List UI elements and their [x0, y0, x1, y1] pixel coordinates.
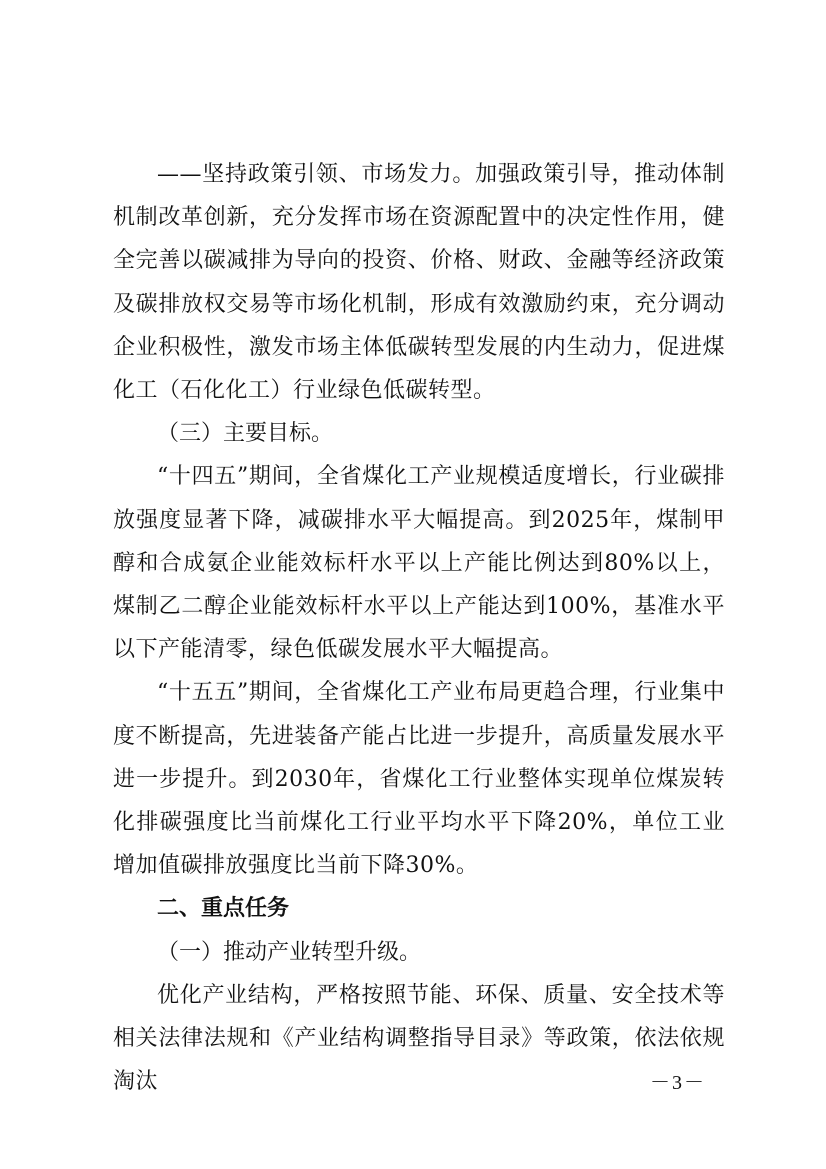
page-number: －3－ — [650, 1072, 706, 1094]
subheading-main-goals: （三）主要目标。 — [157, 421, 334, 447]
document-body — [113, 153, 725, 1103]
paragraph-15th-five-year: “十五五”期间，全省煤化工产业布局更趋合理，行业集中度不断提高，先进装备产能占比进一步提升，高质量发展水平进一步提升。到2030年，省煤化工行业整体实现单位煤炭转化排碳强度比当前煤化工行业平均水平下降20%，单位工业增加值碳排放强度比当前下降30%。 — [113, 680, 725, 879]
section-heading-key-tasks: 二、重点任务 — [157, 896, 290, 922]
paragraph-principle: ——坚持政策引领、市场发力。加强政策引导，推动体制机制改革创新，充分发挥市场在资源配置中的决定性作用，健全完善以碳减排为导向的投资、价格、财政、金融等经济政策及碳排放权交易等市场化机制，形成有效激励约束，充分调动企业积极性，激发市场主体低碳转型发展的内生动力，促进煤化工（石化化工）行业绿色低碳转型。 — [113, 162, 725, 404]
paragraph-14th-five-year: “十四五”期间，全省煤化工产业规模适度增长，行业碳排放强度显著下降，减碳排水平大幅提高。到2025年，煤制甲醇和合成氨企业能效标杆水平以上产能比例达到80%以上，煤制乙二醇企业能效标杆水平以上产能达到100%，基准水平以下产能清零，绿色低碳发展水平大幅提高。 — [113, 464, 725, 663]
subheading-industry-upgrade: （一）推动产业转型升级。 — [157, 939, 422, 965]
paragraph-optimize-structure: 优化产业结构，严格按照节能、环保、质量、安全技术等相关法律法规和《产业结构调整指导目录》等政策，依法依规淘汰 — [113, 982, 725, 1095]
